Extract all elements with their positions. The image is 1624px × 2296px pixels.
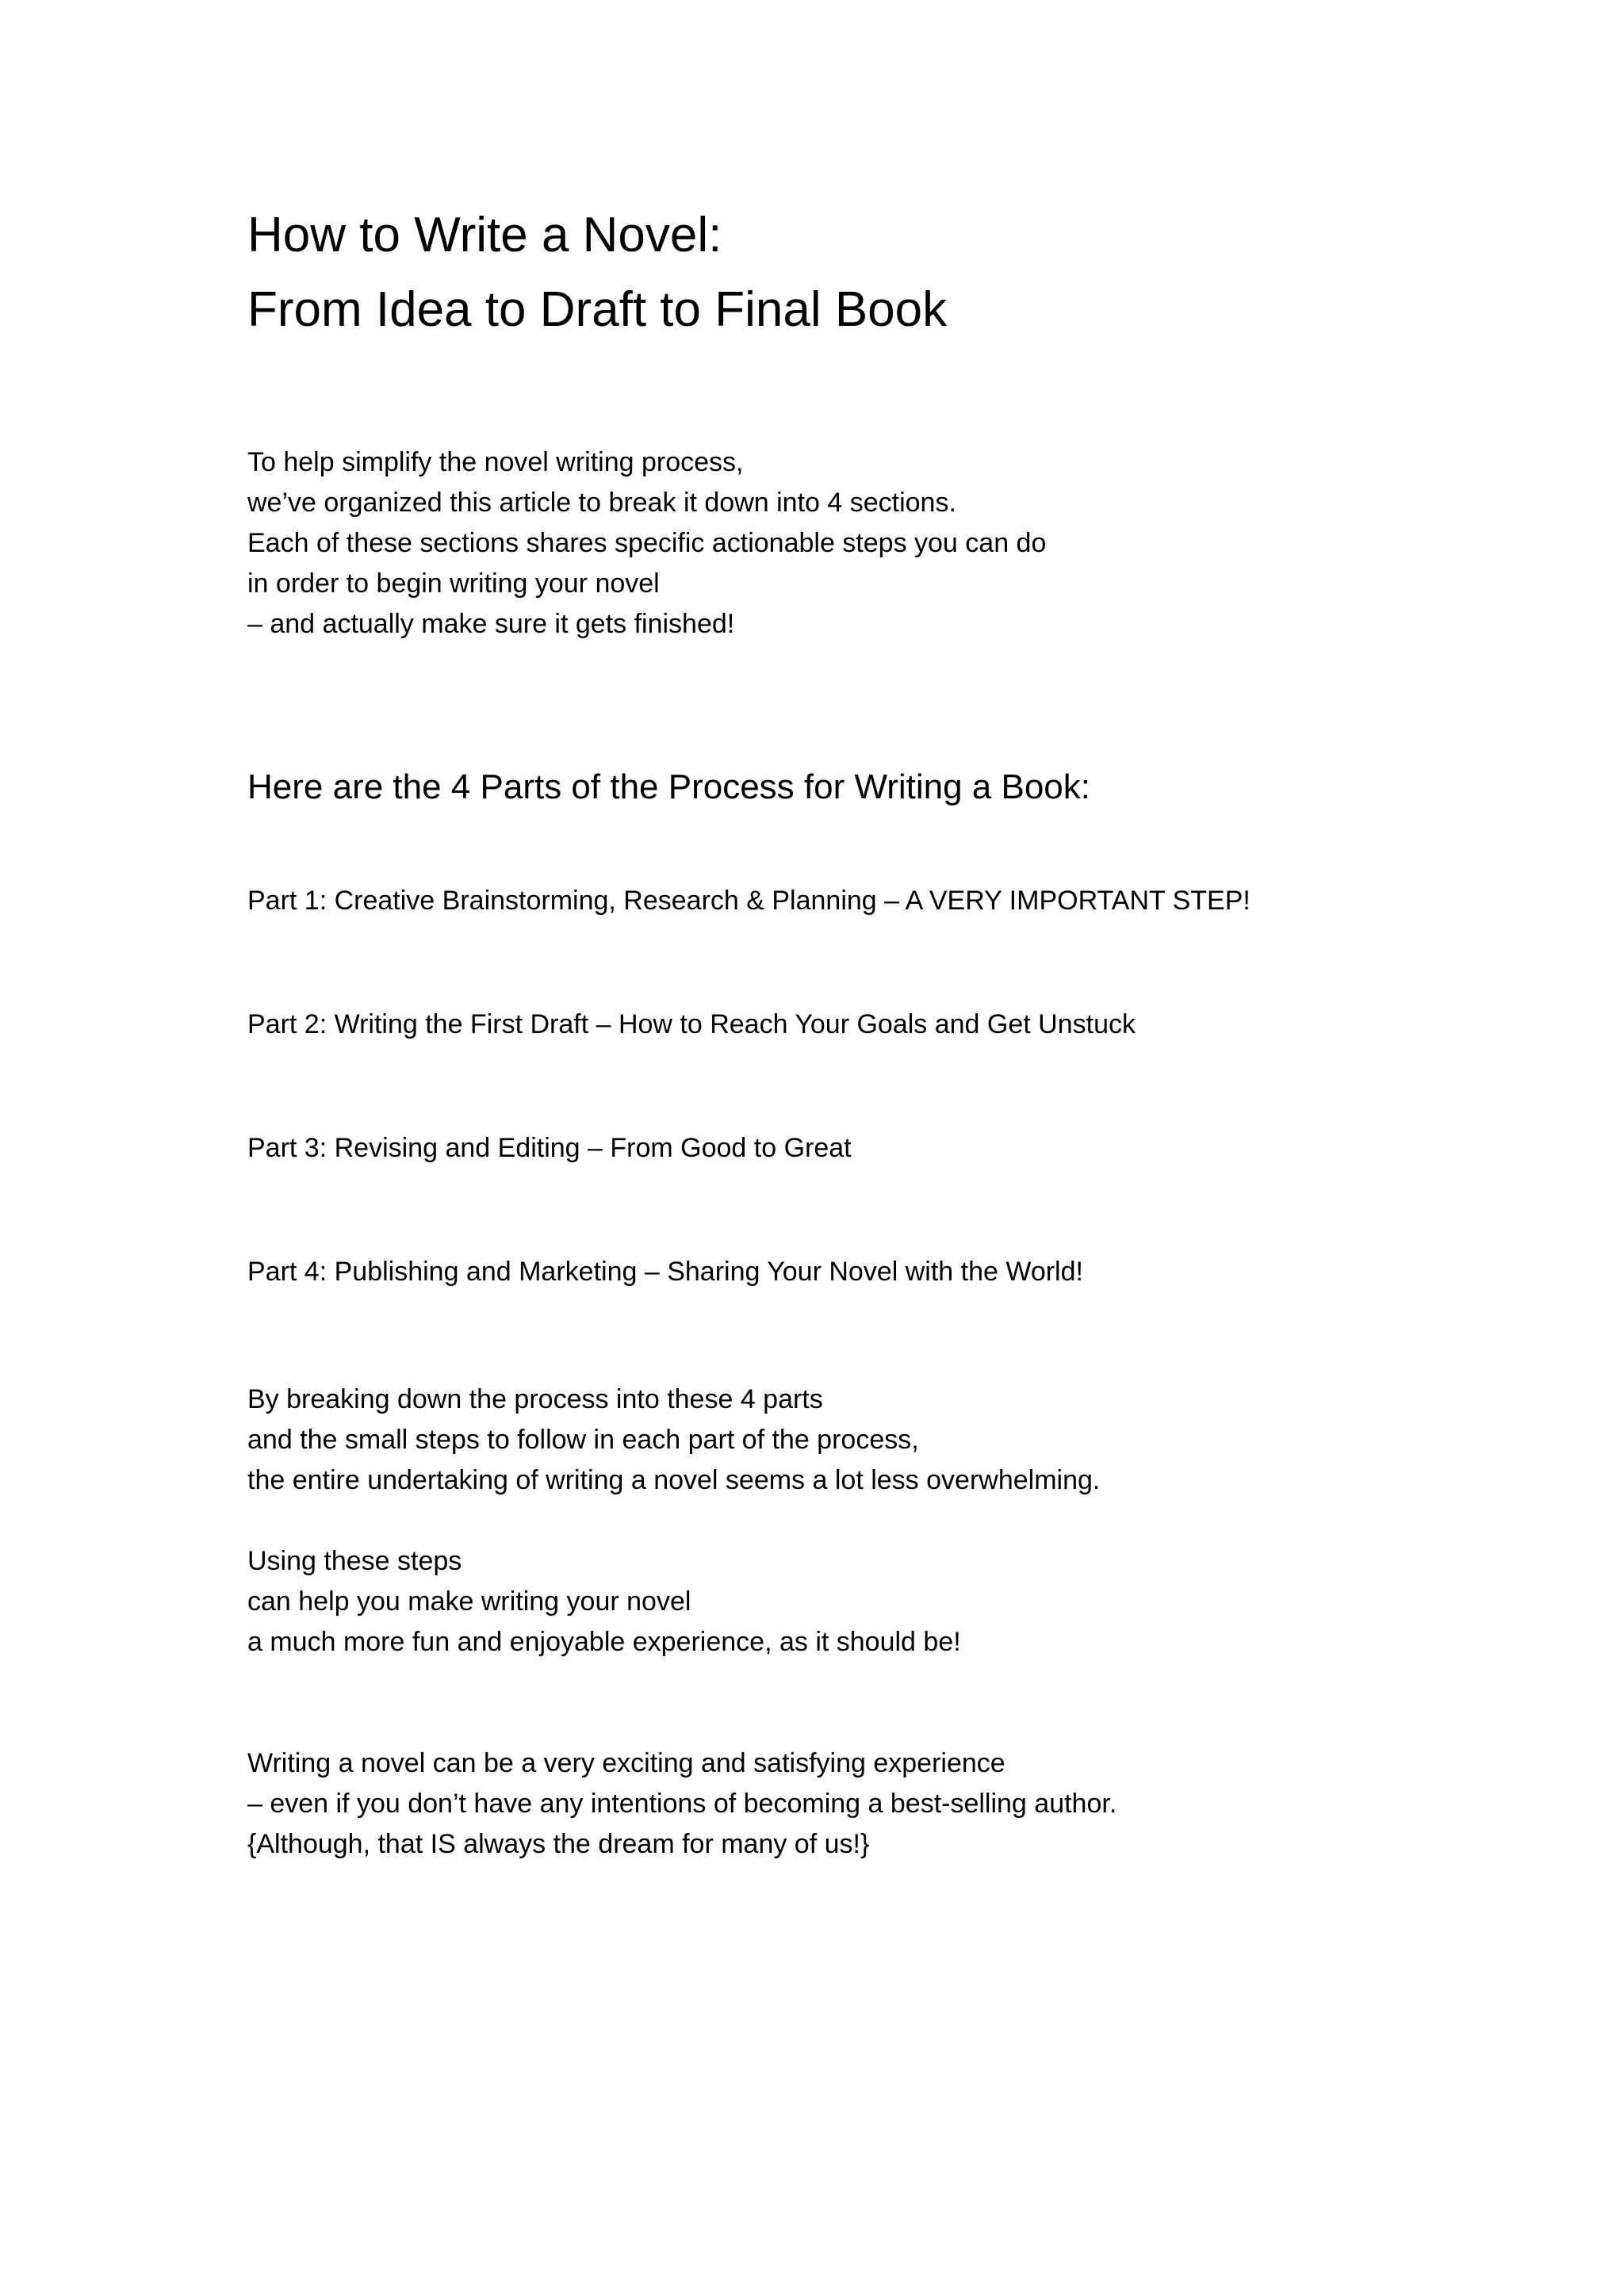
title-line: From Idea to Draft to Final Book	[247, 282, 948, 337]
usage-line: Using these steps	[247, 1546, 462, 1576]
summary-line: By breaking down the process into these 4 parts	[247, 1384, 823, 1414]
intro-line: To help simplify the novel writing process,	[247, 447, 744, 477]
part-item: Part 1: Creative Brainstorming, Research & Planning – A VERY IMPORTANT STEP!	[247, 886, 1251, 916]
usage-line: a much more fun and enjoyable experience, as it should be!	[247, 1627, 961, 1657]
intro-paragraph	[247, 442, 1437, 645]
section-heading: Here are the 4 Parts of the Process for Writing a Book:	[247, 767, 1091, 806]
summary-line: the entire undertaking of writing a novel seems a lot less overwhelming.	[247, 1465, 1101, 1495]
closing-line: {Although, that IS always the dream for many of us!}	[247, 1829, 870, 1859]
closing-line: – even if you don’t have any intentions of becoming a best-selling author.	[247, 1789, 1117, 1819]
document-title	[247, 198, 1437, 347]
part-item: Part 2: Writing the First Draft – How to Reach Your Goals and Get Unstuck	[247, 1009, 1136, 1039]
intro-line: we’ve organized this article to break it down into 4 sections.	[247, 488, 956, 518]
part-item: Part 3: Revising and Editing – From Good to Great	[247, 1133, 852, 1163]
parts-list	[247, 881, 1437, 1292]
closing-paragraph	[247, 1743, 1437, 1865]
closing-line: Writing a novel can be a very exciting and satisfying experience	[247, 1748, 1005, 1778]
title-line: How to Write a Novel:	[247, 208, 722, 262]
usage-paragraph	[247, 1541, 1437, 1663]
usage-line: can help you make writing your novel	[247, 1586, 691, 1617]
intro-line: – and actually make sure it gets finished!	[247, 609, 735, 639]
intro-line: Each of these sections shares specific actionable steps you can do	[247, 528, 1047, 558]
summary-line: and the small steps to follow in each part of the process,	[247, 1425, 919, 1455]
part-item: Part 4: Publishing and Marketing – Sharing Your Novel with the World!	[247, 1257, 1083, 1287]
intro-line: in order to begin writing your novel	[247, 568, 660, 599]
summary-paragraph	[247, 1380, 1437, 1501]
document-body	[247, 198, 1437, 1865]
